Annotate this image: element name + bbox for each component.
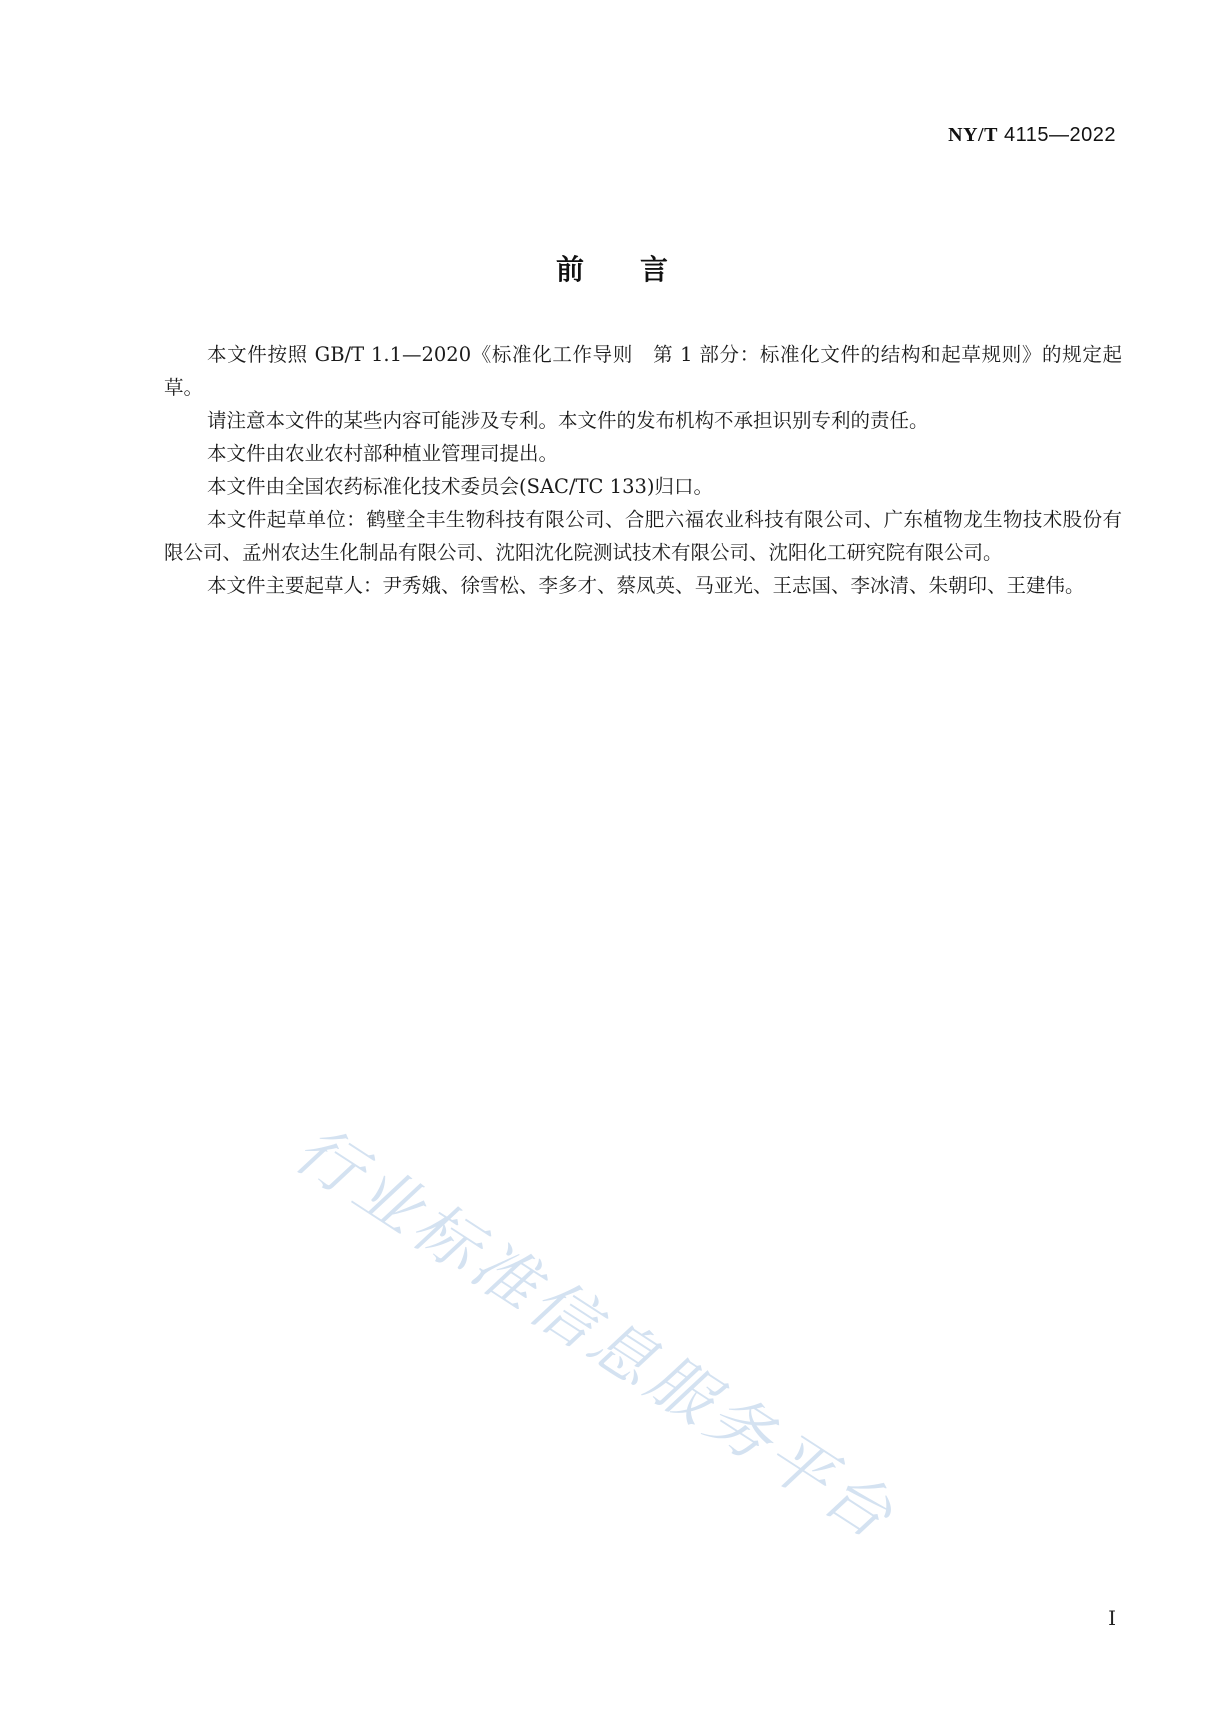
paragraph-drafting-rules: 本文件按照 GB/T 1.1—2020《标准化工作导则 第 1 部分：标准化文件的结构和起草规则》的规定起草。: [164, 343, 1122, 399]
doc-code-number: 4115—2022: [1004, 124, 1116, 146]
paragraph-patent-notice: 请注意本文件的某些内容可能涉及专利。本文件的发布机构不承担识别专利的责任。: [207, 409, 929, 432]
foreword-body: [164, 338, 1122, 602]
doc-code-prefix: NY/T: [948, 124, 998, 146]
paragraph-centralized-by: 本文件由全国农药标准化技术委员会(SAC/TC 133)归口。: [207, 475, 713, 498]
document-code: [948, 124, 1116, 147]
paragraph-drafters: 本文件主要起草人：尹秀娥、徐雪松、李多才、蔡凤英、马亚光、王志国、李冰清、朱朝印、王建伟。: [207, 574, 1085, 597]
page-number: Ⅰ: [1108, 1606, 1116, 1630]
page-title: 前言: [555, 253, 724, 286]
paragraph-proposer: 本文件由农业农村部种植业管理司提出。: [207, 442, 559, 465]
watermark: 行业标准信息服务平台: [281, 1112, 909, 1556]
paragraph-drafting-units: 本文件起草单位：鹤壁全丰生物科技有限公司、合肥六福农业科技有限公司、广东植物龙生物技术股份有限公司、孟州农达生化制品有限公司、沈阳沈化院测试技术有限公司、沈阳化工研究院有限公司。: [164, 508, 1122, 564]
